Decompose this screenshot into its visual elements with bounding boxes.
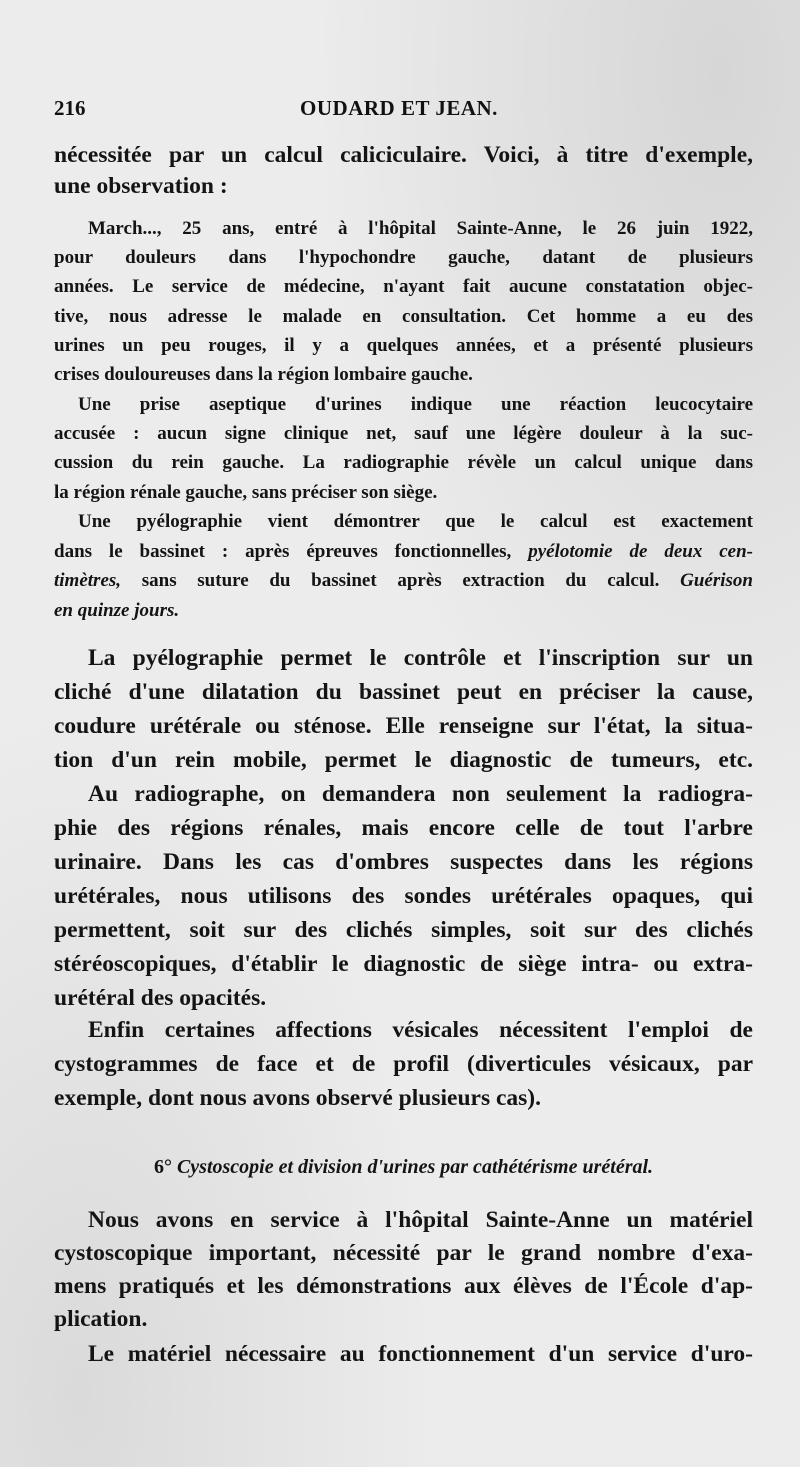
paragraph-line: Enfin certaines affections vésicales nécessitent l'emploi de	[88, 1017, 753, 1043]
observation-line: pour douleurs dans l'hypochondre gauche, datant de plusieurs	[54, 247, 753, 268]
paragraph-line: Nous avons en service à l'hôpital Sainte-Anne un matériel	[88, 1207, 753, 1233]
paragraph-line: une observation :	[54, 173, 228, 199]
observation-line	[54, 541, 753, 563]
observation-text: sans suture du bassinet après extraction du calcul.	[121, 570, 681, 591]
observation-line: Une prise aseptique d'urines indique une réaction leucocytaire	[78, 394, 753, 415]
paragraph-line: stéréoscopiques, d'établir le diagnostic de siège intra- ou extra-	[54, 951, 753, 977]
paragraph-line: phie des régions rénales, mais encore celle de tout l'arbre	[54, 815, 753, 841]
paragraph-line: La pyélographie permet le contrôle et l'inscription sur un	[88, 645, 753, 671]
section-heading	[54, 1156, 753, 1179]
observation-line: la région rénale gauche, sans préciser son siège.	[54, 482, 438, 503]
observation-line: en quinze jours.	[54, 600, 180, 621]
paragraph-line: urétérales, nous utilisons des sondes urétérales opaques, qui	[54, 883, 753, 909]
observation-line: crises douloureuses dans la région lombaire gauche.	[54, 364, 473, 385]
paragraph-line: urinaire. Dans les cas d'ombres suspectes dans les régions	[54, 849, 753, 875]
paragraph-line: Au radiographe, on demandera non seulement la radiogra-	[88, 781, 753, 807]
paragraph-line: cystogrammes de face et de profil (diverticules vésicaux, par	[54, 1051, 753, 1077]
observation-line: cussion du rein gauche. La radiographie révèle un calcul unique dans	[54, 452, 753, 473]
paragraph-line: Le matériel nécessaire au fonctionnement d'un service d'uro-	[88, 1341, 753, 1367]
observation-line: tive, nous adresse le malade en consultation. Cet homme a eu des	[54, 306, 753, 327]
paragraph-line: nécessitée par un calcul caliciculaire. Voici, à titre d'exemple,	[54, 142, 753, 168]
paragraph-line: coudure urétérale ou sténose. Elle renseigne sur l'état, la situa-	[54, 713, 753, 739]
observation-line: March..., 25 ans, entré à l'hôpital Sainte-Anne, le 26 juin 1922,	[88, 218, 753, 239]
page-header	[54, 96, 744, 126]
observation-line	[54, 570, 753, 592]
paragraph-line: mens pratiqués et les démonstrations aux élèves de l'École d'ap-	[54, 1273, 753, 1299]
paragraph-line: plication.	[54, 1306, 148, 1332]
section-title: Cystoscopie et division d'urines par cathétérisme urétéral.	[176, 1156, 654, 1178]
page-number: 216	[54, 96, 86, 120]
paragraph-line: tion d'un rein mobile, permet le diagnostic de tumeurs, etc.	[54, 747, 753, 773]
running-head: OUDARD ET JEAN.	[300, 96, 498, 120]
paragraph-line: urétéral des opacités.	[54, 985, 267, 1011]
paragraph-line: cliché d'une dilatation du bassinet peut en préciser la cause,	[54, 679, 753, 705]
paragraph-line: cystoscopique important, nécessité par le grand nombre d'exa-	[54, 1240, 753, 1266]
observation-line: années. Le service de médecine, n'ayant fait aucune constatation objec-	[54, 276, 753, 297]
paragraph-line: permettent, soit sur des clichés simples, soit sur des clichés	[54, 917, 753, 943]
observation-text: dans le bassinet : après épreuves fonctionnelles,	[54, 541, 529, 562]
observation-italic-text: Guérison	[680, 570, 753, 591]
paragraph-line: exemple, dont nous avons observé plusieurs cas).	[54, 1085, 542, 1111]
observation-line: urines un peu rouges, il y a quelques années, et a présenté plusieurs	[54, 335, 753, 356]
observation-italic-text: pyélotomie de deux cen-	[528, 541, 753, 562]
observation-line: accusée : aucun signe clinique net, sauf une légère douleur à la suc-	[54, 423, 753, 444]
section-number: 6°	[153, 1156, 172, 1178]
observation-italic-text: timètres,	[54, 570, 122, 591]
observation-line: Une pyélographie vient démontrer que le calcul est exactement	[78, 511, 753, 532]
